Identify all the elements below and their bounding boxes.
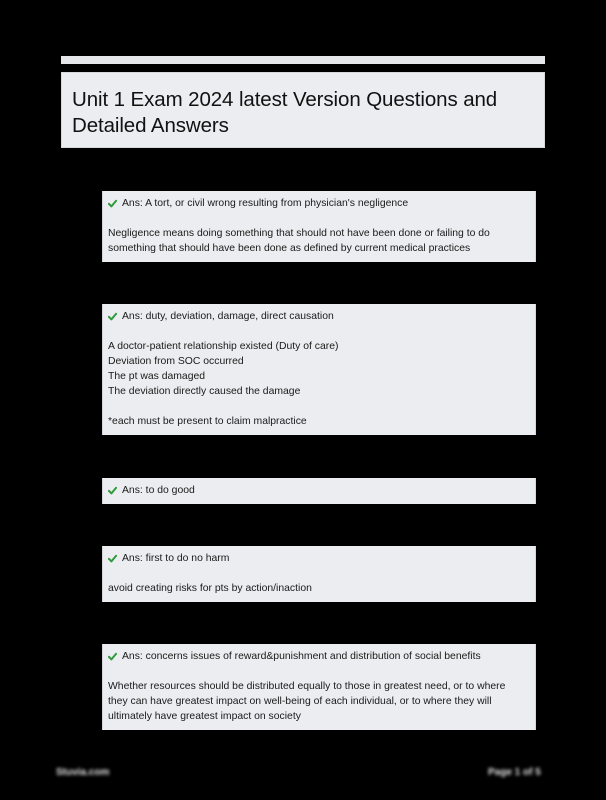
- answer-card-2: [102, 304, 536, 435]
- explanation-line: The deviation directly caused the damage: [108, 386, 301, 397]
- answer-text: Ans: duty, deviation, damage, direct causation: [122, 311, 334, 322]
- check-icon: [108, 652, 117, 661]
- explanation-line: they can have greatest impact on well-being of each individual, or to where they will: [108, 696, 492, 707]
- answer-line: [108, 196, 529, 211]
- explanation-line: Whether resources should be distributed equally to those in greatest need, or to where: [108, 681, 506, 692]
- answer-explanation: [108, 226, 529, 256]
- explanation-line: [108, 399, 529, 414]
- answer-line: [108, 483, 529, 498]
- document-title-box: [61, 72, 545, 148]
- answer-text: Ans: A tort, or civil wrong resulting from physician's negligence: [122, 198, 409, 209]
- answer-line: [108, 649, 529, 664]
- answer-line: [108, 551, 529, 566]
- answer-explanation: [108, 679, 529, 724]
- answer-card-4: [102, 546, 536, 602]
- explanation-line: Negligence means doing something that should not have been done or failing to do: [108, 228, 490, 239]
- explanation-line: something that should have been done as defined by current medical practices: [108, 243, 471, 254]
- footer-page-number: Page 1 of 5: [488, 767, 541, 778]
- check-icon: [108, 554, 117, 563]
- answer-text: Ans: concerns issues of reward&punishment and distribution of social benefits: [122, 651, 481, 662]
- check-icon: [108, 199, 117, 208]
- explanation-line: *each must be present to claim malpractice: [108, 416, 307, 427]
- explanation-line: avoid creating risks for pts by action/inaction: [108, 583, 312, 594]
- explanation-line: The pt was damaged: [108, 371, 206, 382]
- document-title: Unit 1 Exam 2024 latest Version Questions and Detailed Answers: [72, 88, 498, 137]
- answer-card-1: [102, 191, 536, 262]
- check-icon: [108, 486, 117, 495]
- answer-card-5: [102, 644, 536, 730]
- footer-site-name: Stuvia.com: [56, 767, 110, 778]
- answer-card-3: [102, 478, 536, 504]
- answer-text: Ans: first to do no harm: [122, 553, 230, 564]
- answer-explanation: [108, 339, 529, 429]
- explanation-line: A doctor-patient relationship existed (Duty of care): [108, 341, 339, 352]
- answer-line: [108, 309, 529, 324]
- explanation-line: ultimately have greatest impact on society: [108, 711, 301, 722]
- answer-explanation: [108, 581, 529, 596]
- check-icon: [108, 312, 117, 321]
- answer-text: Ans: to do good: [122, 485, 195, 496]
- explanation-line: Deviation from SOC occurred: [108, 356, 244, 367]
- header-rule: [61, 56, 545, 64]
